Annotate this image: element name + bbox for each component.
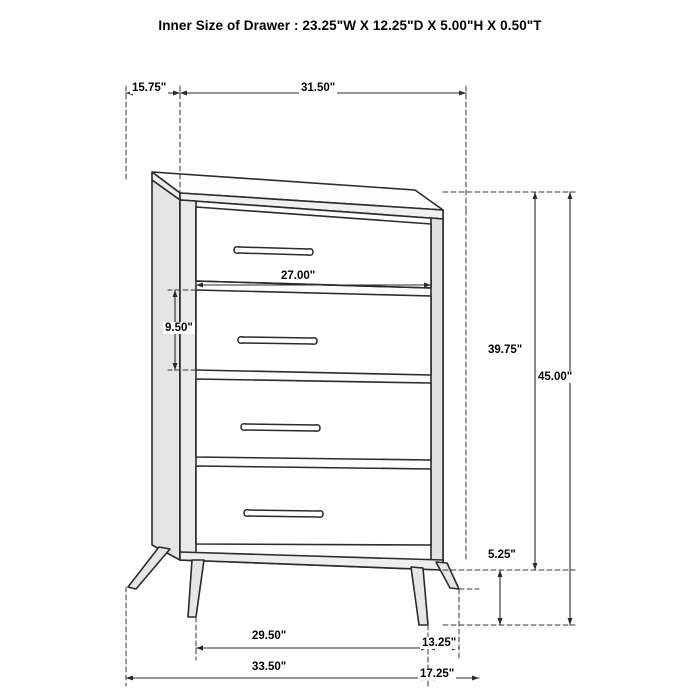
leg-front-right [411,567,428,625]
drawer-front-4 [196,466,431,545]
dim-label-base-depth-inner: 13.25" [422,637,457,649]
leg-back-left [128,547,170,589]
dim-label-drawer-front-width: 27.00" [281,270,316,282]
leg-front-left [188,560,204,617]
drawer-front-2 [196,290,431,375]
page-title: Inner Size of Drawer : 23.25"W X 12.25"D X 5.00"H X 0.50"T [158,18,542,33]
dim-label-depth-top: 15.75" [132,82,167,94]
dim-label-total-height: 45.00" [538,371,573,383]
drawer-front-3 [196,379,431,460]
chest-right-edge [431,218,443,570]
dim-label-base-front-width: 29.50" [252,630,287,642]
dim-label-leg-height: 5.25" [488,549,516,561]
leg-back-right [436,562,459,589]
dim-label-body-height: 39.75" [488,344,523,356]
dim-label-width-top: 31.50" [301,82,336,94]
chest-left-stile [180,200,196,561]
dim-label-drawer-height: 9.50" [165,322,193,334]
dim-label-base-depth-total: 17.25" [420,668,455,680]
dim-label-base-total-width: 33.50" [252,661,287,673]
